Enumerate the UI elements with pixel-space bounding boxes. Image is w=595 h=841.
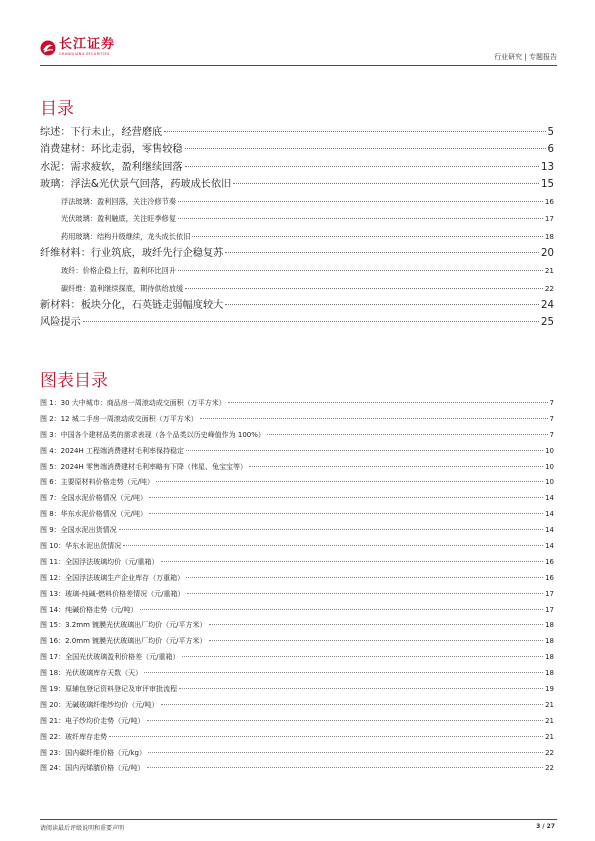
figure-entry[interactable] [40, 539, 554, 555]
toc-entry-page: 15 [541, 178, 554, 190]
figure-entry[interactable] [40, 587, 554, 603]
toc-entry-page: 20 [541, 248, 554, 260]
figure-entry[interactable] [40, 571, 554, 587]
toc-entry-page: 24 [541, 299, 554, 311]
figure-entry-label: 图 24：国内丙烯腈价格（元/吨） [40, 764, 145, 773]
toc-entry-page: 25 [541, 317, 554, 329]
figure-entry-label: 图 7：全国水泥价格情况（元/吨） [40, 494, 148, 503]
dot-leader [225, 252, 539, 253]
figure-entry-label: 图 19：原辅包登记资料登记及审评审批流程 [40, 685, 178, 694]
figure-entry[interactable] [40, 698, 554, 714]
toc-entry[interactable] [40, 314, 554, 331]
toc-entry-label: 药用玻璃：结构升级继续，龙头成长依旧 [61, 231, 191, 241]
figure-entry[interactable] [40, 428, 554, 444]
dot-leader [156, 481, 543, 482]
toc-entry[interactable] [40, 228, 554, 245]
figure-entry-page: 10 [545, 446, 554, 455]
figure-entry-label: 图 6：主要原材料价格走势（元/吨） [40, 478, 155, 487]
dot-leader [123, 545, 543, 546]
toc-entry[interactable] [40, 262, 554, 279]
figure-entry[interactable] [40, 618, 554, 634]
dot-leader [249, 466, 543, 467]
figure-entry-label: 图 2：12 城二手房一周滚动成交面积（万平方米） [40, 414, 198, 423]
dot-leader [178, 201, 543, 202]
dot-leader [192, 236, 542, 237]
toc-entry-page: 21 [544, 266, 554, 276]
toc-entry-page: 13 [541, 161, 554, 173]
figure-entry-label: 图 17：全国光伏玻璃盈利价格差（元/重箱） [40, 653, 180, 662]
toc-entry[interactable] [40, 141, 554, 158]
logo-english-name: CHANGJIANG SECURITIES [59, 52, 110, 56]
toc-entry-label: 光伏玻璃：盈利触底，关注旺季修复 [61, 214, 177, 224]
dot-leader [149, 497, 543, 498]
figure-entry[interactable] [40, 666, 554, 682]
dot-leader [178, 218, 543, 219]
figure-entry-page: 22 [545, 748, 554, 757]
dot-leader [148, 752, 543, 753]
toc-entry-label: 风险提示 [40, 317, 81, 329]
figure-entry-label: 图 13：玻璃-纯碱-燃料价格差情况（元/重箱） [40, 589, 185, 598]
figure-entry-page: 14 [545, 542, 554, 551]
figure-entry-page: 18 [545, 669, 554, 678]
figure-entry-label: 图 3：中国各个建材品类的需求表现（各个品类以历史峰值作为 100%） [40, 430, 265, 439]
report-type-label: 行业研究 | 专题报告 [494, 53, 557, 61]
dot-leader [109, 736, 543, 737]
figure-list-title: 图表目录 [40, 371, 108, 391]
toc-entry-page: 17 [544, 214, 554, 224]
figure-entry[interactable] [40, 523, 554, 539]
toc-entry-page: 18 [544, 231, 554, 241]
dot-leader [83, 321, 539, 322]
figure-entry-page: 7 [549, 414, 554, 423]
figure-entry-page: 7 [549, 430, 554, 439]
figure-entry-page: 21 [545, 732, 554, 741]
dot-leader [182, 656, 544, 657]
toc-entry[interactable] [40, 280, 554, 297]
figure-entry-page: 10 [545, 462, 554, 471]
figure-entry-page: 21 [545, 700, 554, 709]
figure-entry[interactable] [40, 460, 554, 476]
figure-entry-label: 图 1：30 大中城市：商品房一周滚动成交面积（万平方米） [40, 399, 226, 407]
figure-entry[interactable] [40, 555, 554, 571]
figure-entry-label: 图 8：华东水泥价格情况（元/吨） [40, 510, 148, 519]
figure-entry-page: 16 [545, 557, 554, 566]
figure-entry-page: 14 [545, 494, 554, 503]
page-number: 3 / 27 [536, 823, 555, 830]
dot-leader [187, 593, 544, 594]
dot-leader [267, 434, 548, 435]
figure-entry-page: 14 [545, 526, 554, 535]
toc-entry[interactable] [40, 124, 554, 141]
dot-leader [161, 704, 544, 705]
figure-entry[interactable] [40, 603, 554, 619]
dot-leader [140, 609, 544, 610]
figure-entry-label: 图 15：3.2mm 镀膜光伏玻璃出厂均价（元/平方米） [40, 621, 207, 630]
company-logo [40, 38, 115, 57]
figure-list [40, 396, 554, 777]
figure-entry-page: 18 [545, 621, 554, 630]
figure-entry[interactable] [40, 491, 554, 507]
figure-entry-page: 18 [545, 653, 554, 662]
dot-leader [185, 148, 546, 149]
figure-entry[interactable] [40, 507, 554, 523]
toc-entry-label: 水泥：需求疲软，盈利继续回落 [40, 161, 183, 173]
toc-entry[interactable] [40, 159, 554, 176]
toc-entry[interactable] [40, 245, 554, 262]
toc-entry[interactable] [40, 210, 554, 227]
figure-entry[interactable] [40, 682, 554, 698]
toc-entry-label: 碳纤维：盈利继续探底，期待供给放缓 [61, 283, 184, 293]
dot-leader [209, 624, 544, 625]
figure-entry-label: 图 20：无碱玻璃纤维纱均价（元/吨） [40, 700, 159, 709]
figure-entry-page: 7 [549, 399, 554, 407]
figure-entry-label: 图 5：2024H 零售端消费建材毛利率略有下降（伟星、兔宝宝等） [40, 462, 247, 471]
figure-entry-page: 22 [545, 764, 554, 773]
figure-entry-label: 图 23：国内碳纤维价格（元/kg） [40, 748, 146, 757]
toc-entry-page: 22 [544, 283, 554, 293]
dot-leader [164, 131, 545, 132]
figure-entry-label: 图 11：全国浮法玻璃均价（元/重箱） [40, 557, 159, 566]
toc-entry[interactable] [40, 297, 554, 314]
dot-leader [185, 288, 543, 289]
logo-chinese-name: 长江证券 [59, 37, 116, 52]
figure-entry[interactable] [40, 761, 554, 777]
toc-entry-label: 玻璃：浮法&光伏景气回落，药玻成长依旧 [40, 178, 232, 190]
dot-leader [186, 450, 543, 451]
figure-entry[interactable] [40, 396, 554, 412]
figure-entry-label: 图 21：电子纱均价走势（元/吨） [40, 716, 145, 725]
figure-entry[interactable] [40, 475, 554, 491]
toc-entry-page: 16 [544, 197, 554, 207]
table-of-contents [40, 124, 554, 332]
figure-entry-page: 17 [545, 589, 554, 598]
figure-entry[interactable] [40, 714, 554, 730]
dot-leader [161, 561, 544, 562]
dot-leader [209, 640, 544, 641]
dot-leader [147, 720, 544, 721]
figure-entry-label: 图 22：玻纤库存走势 [40, 732, 108, 741]
dot-leader [178, 270, 543, 271]
toc-entry[interactable] [40, 193, 554, 210]
toc-entry[interactable] [40, 176, 554, 193]
footer-disclaimer: 请阅读最后评级说明和重要声明 [40, 825, 125, 832]
dot-leader [228, 402, 548, 403]
dot-leader [186, 577, 543, 578]
toc-entry-label: 综述：下行未止，经营磨底 [40, 127, 163, 138]
toc-entry-label: 新材料：板块分化，石英链走弱幅度较大 [40, 299, 224, 311]
figure-entry-page: 10 [545, 478, 554, 487]
figure-entry[interactable] [40, 650, 554, 666]
figure-entry-page: 14 [545, 510, 554, 519]
dot-leader [179, 688, 543, 689]
dot-leader [233, 183, 539, 184]
figure-entry[interactable] [40, 412, 554, 428]
toc-entry-label: 纤维材料：行业筑底，玻纤先行企稳复苏 [40, 248, 224, 260]
figure-entry-page: 21 [545, 716, 554, 725]
figure-entry[interactable] [40, 634, 554, 650]
figure-entry-label: 图 10：华东水泥出货情况 [40, 542, 122, 551]
figure-entry-label: 图 12：全国浮法玻璃生产企业库存（万重箱） [40, 573, 185, 582]
figure-entry-page: 19 [545, 685, 554, 694]
figure-entry[interactable] [40, 746, 554, 762]
figure-entry[interactable] [40, 730, 554, 746]
figure-entry-label: 图 16：2.0mm 镀膜光伏玻璃出厂均价（元/平方米） [40, 637, 207, 646]
toc-entry-page: 6 [547, 144, 554, 156]
toc-title: 目录 [40, 99, 74, 119]
toc-entry-label: 消费建材：环比走弱，零售较稳 [40, 144, 183, 156]
footer-divider [40, 819, 557, 820]
header-divider [40, 65, 557, 66]
toc-entry-label: 浮法玻璃：盈利回落，关注冷修节奏 [61, 197, 177, 207]
figure-entry-label: 图 14：纯碱价格走势（元/吨） [40, 605, 138, 614]
dot-leader [185, 166, 539, 167]
toc-entry-page: 5 [547, 127, 554, 138]
figure-entry-label: 图 4：2024H 工程端消费建材毛利率保持稳定 [40, 446, 184, 455]
page-header [40, 38, 557, 68]
figure-entry-page: 16 [545, 573, 554, 582]
figure-entry-page: 17 [545, 605, 554, 614]
figure-entry-label: 图 18：光伏玻璃库存天数（天） [40, 669, 143, 678]
figure-entry[interactable] [40, 444, 554, 460]
dot-leader [200, 418, 548, 419]
dot-leader [144, 672, 543, 673]
figure-entry-label: 图 9：全国水泥出货情况 [40, 526, 117, 535]
logo-mark-icon [40, 40, 56, 56]
dot-leader [147, 767, 544, 768]
dot-leader [149, 513, 543, 514]
dot-leader [225, 304, 539, 305]
toc-entry-label: 玻纤：价格企稳上行，盈利环比回升 [61, 266, 177, 276]
dot-leader [119, 529, 543, 530]
figure-entry-page: 18 [545, 637, 554, 646]
